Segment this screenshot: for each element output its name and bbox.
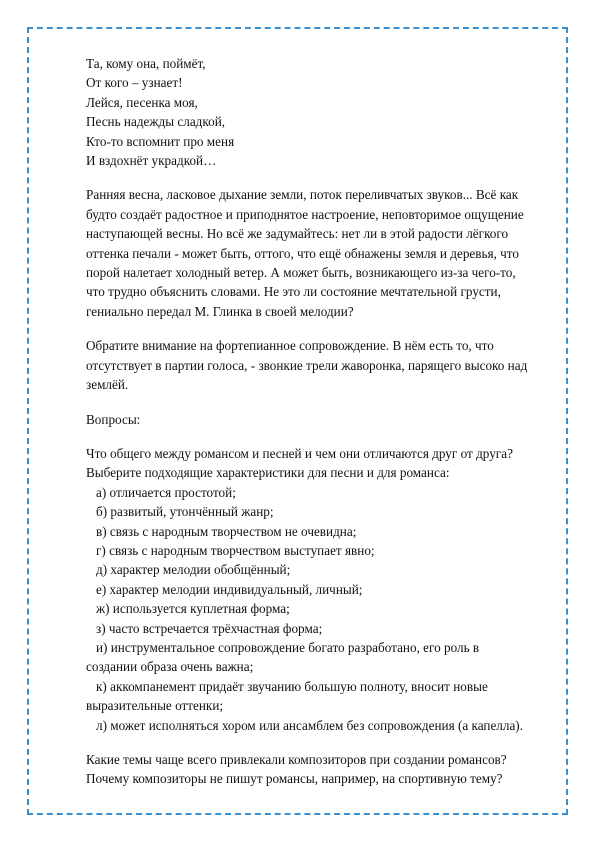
list-item-continuation: выразительные оттенки; bbox=[86, 698, 224, 714]
list-item: к) аккомпанемент придаёт звучанию большую полноту, вносит новые bbox=[96, 678, 488, 694]
list-item-continuation: создании образа очень важна; bbox=[86, 659, 254, 675]
question-line: Выберите подходящие характеристики для песни и для романса: bbox=[86, 465, 450, 481]
question-line: Что общего между романсом и песней и чем они отличаются друг от друга? bbox=[86, 445, 513, 461]
question-song-vs-romance bbox=[86, 444, 548, 483]
list-item: з) часто встречается трёхчастная форма; bbox=[96, 620, 323, 636]
questions-heading: Вопросы: bbox=[86, 411, 141, 427]
question-romance-themes bbox=[86, 750, 548, 789]
list-item: д) характер мелодии обобщённый; bbox=[96, 562, 291, 578]
list-item: г) связь с народным творчеством выступает явно; bbox=[96, 542, 375, 558]
paragraph-line: землёй. bbox=[86, 377, 129, 393]
poem-line: Та, кому она, поймёт, bbox=[86, 56, 206, 71]
list-item: ж) используется куплетная форма; bbox=[96, 601, 290, 617]
poem-line: Песнь надежды сладкой, bbox=[86, 114, 226, 130]
document-body bbox=[86, 54, 548, 789]
characteristics-list bbox=[86, 483, 548, 735]
paragraph-line: будто создаёт радостное и приподнятое настроение, неповторимое ощущение bbox=[86, 206, 524, 222]
paragraph-line: оттенка печали - может быть, оттого, что ещё обнажены земля и деревья, что bbox=[86, 245, 519, 261]
list-item: б) развитый, утончённый жанр; bbox=[96, 504, 274, 520]
poem-line: Кто-то вспомнит про меня bbox=[86, 133, 235, 149]
paragraph-line: наступающей весны. Но всё же задумайтесь: нет ли в этой радости лёгкого bbox=[86, 226, 509, 242]
list-item: е) характер мелодии индивидуальный, личный; bbox=[96, 581, 363, 597]
list-item: л) может исполняться хором или ансамблем без сопровождения (а капелла). bbox=[96, 717, 523, 733]
paragraph-line: гениально передал М. Глинка в своей мелодии? bbox=[86, 303, 354, 319]
paragraph-piano-accompaniment bbox=[86, 336, 548, 394]
question-line: Какие темы чаще всего привлекали композиторов при создании романсов? bbox=[86, 752, 507, 767]
list-item: а) отличается простотой; bbox=[96, 484, 236, 500]
list-item: в) связь с народным творчеством не очевидна; bbox=[96, 523, 357, 539]
question-line: Почему композиторы не пишут романсы, например, на спортивную тему? bbox=[86, 771, 503, 787]
paragraph-spring-description bbox=[86, 185, 548, 321]
poem-line: Лейся, песенка моя, bbox=[86, 94, 198, 110]
poem-line: От кого – узнает! bbox=[86, 75, 183, 91]
paragraph-line: порой налетает холодный ветер. А может быть, возникающего из-за чего-то, bbox=[86, 265, 516, 281]
paragraph-line: что трудно объяснить словами. Не это ли состояние мечтательной грусти, bbox=[86, 284, 501, 300]
list-item: и) инструментальное сопровождение богато разработано, его роль в bbox=[96, 639, 480, 655]
paragraph-line: Обратите внимание на фортепианное сопровождение. В нём есть то, что bbox=[86, 338, 494, 354]
paragraph-line: отсутствует в партии голоса, - звонкие трели жаворонка, парящего высоко над bbox=[86, 357, 528, 373]
poem-line: И вздохнёт украдкой… bbox=[86, 153, 217, 169]
poem-stanza bbox=[86, 54, 548, 170]
paragraph-line: Ранняя весна, ласковое дыхание земли, поток переливчатых звуков... Всё как bbox=[86, 187, 519, 203]
